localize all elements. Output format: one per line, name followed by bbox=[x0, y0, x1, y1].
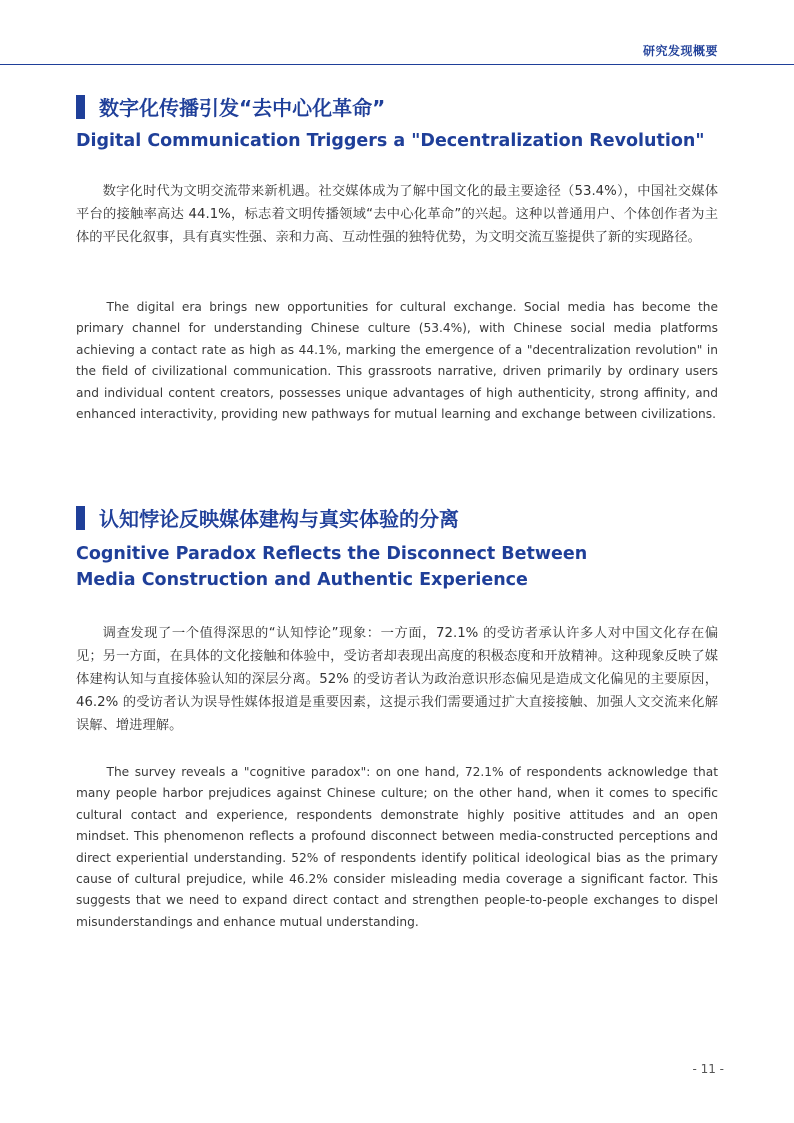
section-1-paragraph-zh: 数字化时代为文明交流带来新机遇。社交媒体成为了解中国文化的最主要途径（53.4%），中国社交媒体平台的接触率高达 44.1%，标志着文明传播领域“去中心化革命”的兴起。这种以普通用户、个体创作者为主体的平民化叙事，具有真实性强、亲和力高、互动性强的独特优势，为文明交流互鉴提供了新的实现路径。 bbox=[76, 184, 718, 245]
section-1-paragraph-en: The digital era brings new opportunities for cultural exchange. Social media has become the primary channel for understanding Chinese culture (53.4%), with Chinese social media platforms achieving a contact rate as high as 44.1%, marking the emergence of a "decentralization revolution" in the field of civilizational communication. This grassroots narrative, driven primarily by ordinary users and individual content creators, possesses unique advantages of high authenticity, strong affinity, and enhanced interactivity, providing new pathways for mutual learning and exchange between civilizations. bbox=[76, 300, 718, 422]
section-1-title-en: Digital Communication Triggers a "Decentralization Revolution" bbox=[76, 131, 705, 151]
section-2-title-en: Cognitive Paradox Reflects the Disconnect Between Media Construction and Authentic Experience bbox=[76, 544, 588, 590]
page-number: - 11 - bbox=[692, 1062, 724, 1076]
running-header-title: 研究发现概要 bbox=[642, 44, 718, 58]
section-1-title-zh bbox=[76, 92, 385, 121]
section-marker-bar bbox=[76, 506, 85, 530]
section-2-title-zh-text: 认知悖论反映媒体建构与真实体验的分离 bbox=[99, 507, 459, 531]
section-2-paragraph-zh: 调查发现了一个值得深思的“认知悖论”现象：一方面，72.1% 的受访者承认许多人对中国文化存在偏见；另一方面，在具体的文化接触和体验中，受访者却表现出高度的积极态度和开放精神。这种现象反映了媒体建构认知与直接体验认知的深层分离。52% 的受访者认为政治意识形态偏见是造成文化偏见的主要原因，46.2% 的受访者认为误导性媒体报道是重要因素，这提示我们需要通过扩大直接接触、加强人文交流来化解误解、增进理解。 bbox=[76, 626, 718, 733]
header-divider bbox=[0, 64, 794, 65]
section-1-title-zh-text: 数字化传播引发“去中心化革命” bbox=[99, 96, 386, 120]
section-marker-bar bbox=[76, 95, 85, 119]
section-2-title-zh bbox=[76, 503, 459, 532]
section-2-paragraph-en: The survey reveals a "cognitive paradox": on one hand, 72.1% of respondents acknowledge that many people harbor prejudices against Chinese culture; on the other hand, when it comes to specific cultural contact and experience, respondents demonstrate highly positive attitudes and an open mindset. This phenomenon reflects a profound disconnect between media-constructed perceptions and direct experiential understanding. 52% of respondents identify political ideological bias as the primary cause of cultural prejudice, while 46.2% consider misleading media coverage a significant factor. This suggests that we need to expand direct contact and strengthen people-to-people exchanges to dispel misunderstandings and enhance mutual understanding. bbox=[76, 765, 718, 929]
